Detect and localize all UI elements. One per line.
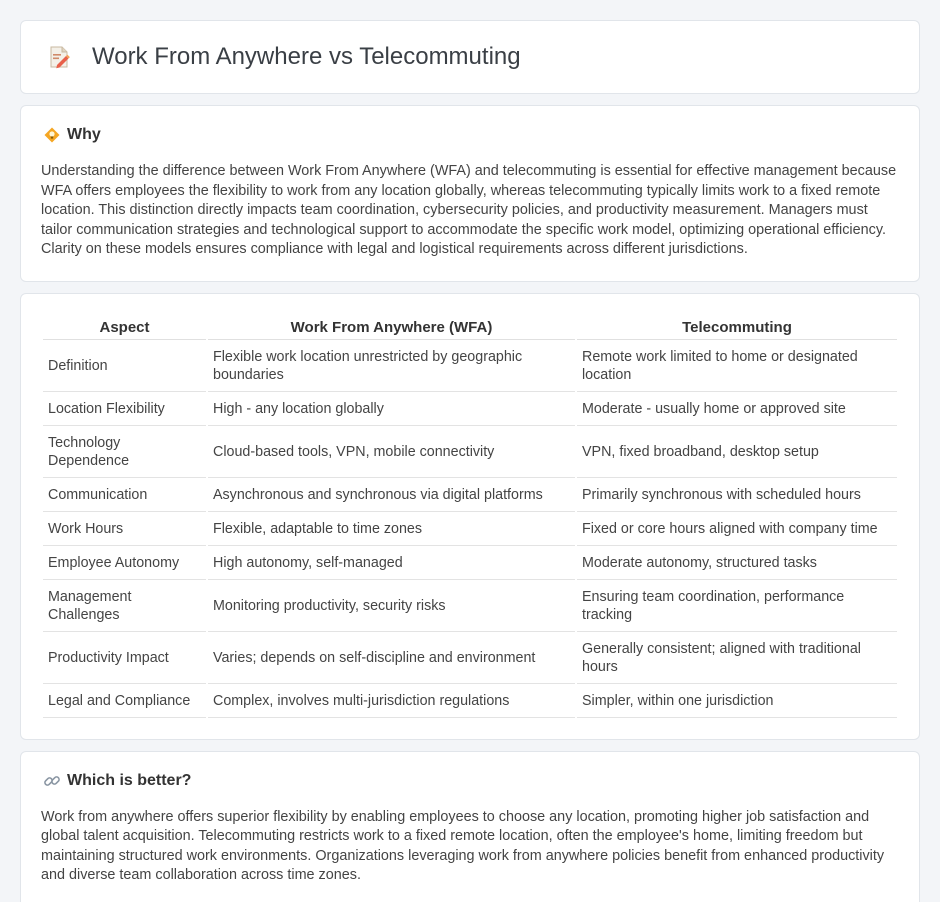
telecommuting-cell: Fixed or core hours aligned with company time (577, 513, 897, 546)
wfa-cell: Flexible work location unrestricted by geographic boundaries (208, 341, 575, 392)
why-title: Why (67, 126, 101, 143)
table-row (43, 633, 897, 684)
header-card (20, 20, 920, 94)
which-heading (43, 772, 899, 790)
telecommuting-cell: Generally consistent; aligned with traditional hours (577, 633, 897, 684)
telecommuting-cell: Moderate autonomy, structured tasks (577, 547, 897, 580)
why-text: Understanding the difference between Work From Anywhere (WFA) and telecommuting is essential for effective management because WFA offers employees the flexibility to work from any location globally, whereas telecommuting typically limits work to a fixed remote location. This distinction directly impacts team coordination, cybersecurity policies, and productivity measurement. Managers must tailor communication strategies and technological support to accommodate the specific work model, optimizing operational efficiency. Clarity on these models ensures compliance with legal and logistical requirements across different jurisdictions. (41, 163, 897, 257)
wfa-cell: Monitoring productivity, security risks (208, 581, 575, 632)
lightbulb-icon (43, 126, 61, 144)
header-telecommuting: Telecommuting (577, 315, 897, 340)
wfa-cell: Cloud-based tools, VPN, mobile connectivity (208, 427, 575, 478)
aspect-cell: Legal and Compliance (43, 685, 206, 718)
telecommuting-cell: Primarily synchronous with scheduled hours (577, 479, 897, 512)
telecommuting-cell: Remote work limited to home or designated location (577, 341, 897, 392)
aspect-cell: Employee Autonomy (43, 547, 206, 580)
table-row (43, 513, 897, 546)
aspect-cell: Productivity Impact (43, 633, 206, 684)
aspect-cell: Definition (43, 341, 206, 392)
table-row (43, 581, 897, 632)
header-aspect: Aspect (43, 315, 206, 340)
which-title: Which is better? (67, 771, 192, 789)
which-text: Work from anywhere offers superior flexibility by enabling employees to choose any location, promoting higher job satisfaction and global talent acquisition. Telecommuting restricts work to a fixed remote location, often the employee's home, limiting freedom but maintaining structured work environments. Organizations leveraging work from anywhere policies benefit from enhanced productivity and diverse team collaboration across time zones. (41, 808, 885, 883)
aspect-cell: Technology Dependence (43, 427, 206, 478)
wfa-cell: High - any location globally (208, 393, 575, 426)
wfa-cell: Asynchronous and synchronous via digital platforms (208, 479, 575, 512)
aspect-cell: Location Flexibility (43, 393, 206, 426)
aspect-cell: Work Hours (43, 513, 206, 546)
telecommuting-cell: Simpler, within one jurisdiction (577, 685, 897, 718)
why-heading (43, 126, 899, 144)
wfa-cell: Varies; depends on self-discipline and environment (208, 633, 575, 684)
telecommuting-cell: Ensuring team coordination, performance tracking (577, 581, 897, 632)
comparison-table (41, 314, 899, 719)
table-header-row (43, 315, 897, 340)
table-row (43, 393, 897, 426)
table-row (43, 685, 897, 718)
telecommuting-cell: VPN, fixed broadband, desktop setup (577, 427, 897, 478)
page-title: Work From Anywhere vs Telecommuting (92, 43, 521, 70)
telecommuting-cell: Moderate - usually home or approved site (577, 393, 897, 426)
which-section (20, 751, 920, 902)
document-edit-icon (46, 44, 72, 70)
why-section (20, 105, 920, 282)
link-icon (43, 772, 61, 790)
wfa-cell: Complex, involves multi-jurisdiction regulations (208, 685, 575, 718)
wfa-cell: High autonomy, self-managed (208, 547, 575, 580)
wfa-cell: Flexible, adaptable to time zones (208, 513, 575, 546)
table-row (43, 427, 897, 478)
aspect-cell: Communication (43, 479, 206, 512)
comparison-table-card (20, 293, 920, 740)
table-row (43, 341, 897, 392)
table-row (43, 547, 897, 580)
table-row (43, 479, 897, 512)
aspect-cell: Management Challenges (43, 581, 206, 632)
header-wfa: Work From Anywhere (WFA) (208, 315, 575, 340)
